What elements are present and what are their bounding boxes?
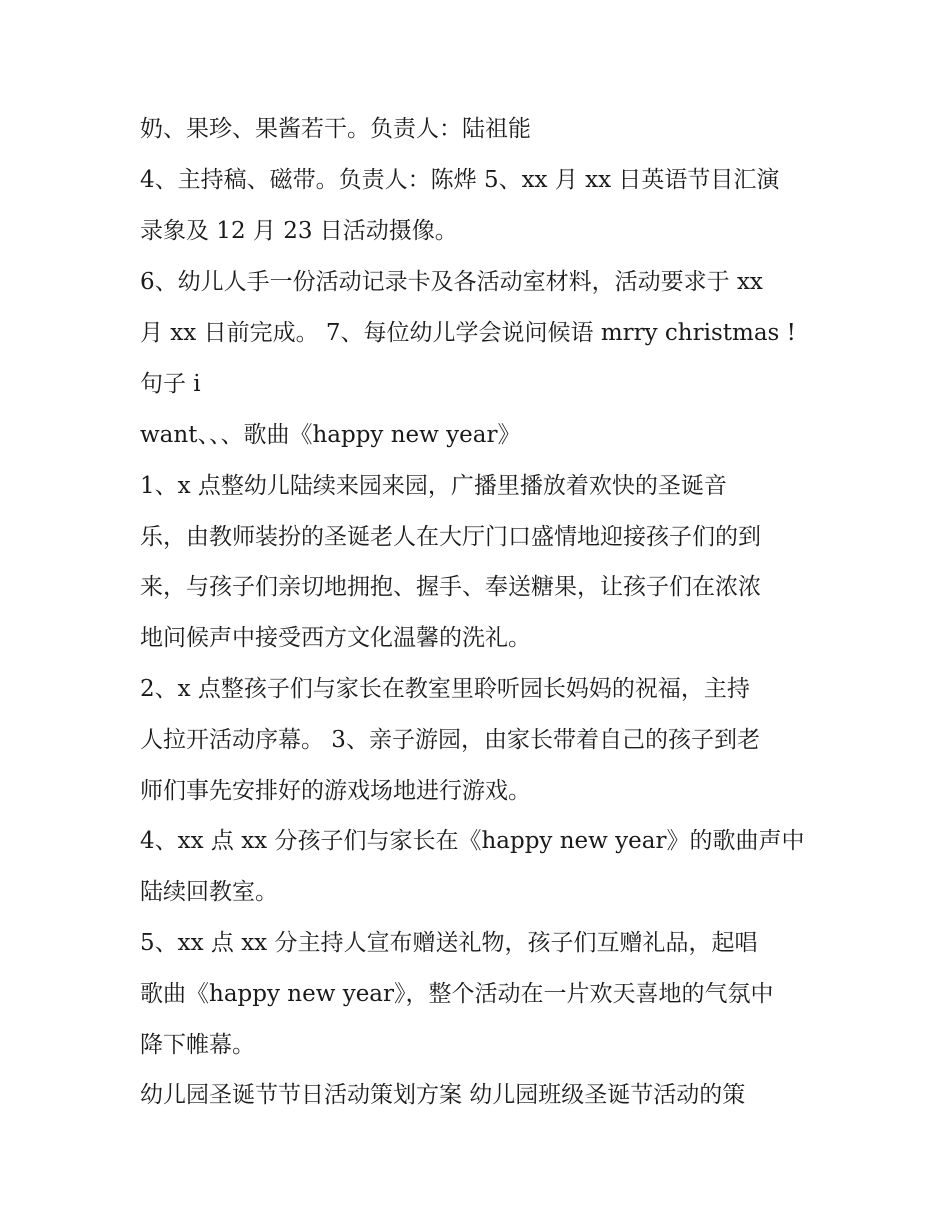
text-line-5: 月 xx 日前完成。 7、每位幼儿学会说问候语 mrry christmas ! [140, 320, 796, 346]
text-line-16: 陆续回教室。 [140, 879, 278, 905]
text-line-10: 来，与孩子们亲切地拥抱、握手、奉送糖果，让孩子们在浓浓 [140, 574, 761, 600]
text-line-15: 4、xx 点 xx 分孩子们与家长在《happy new year》的歌曲声中 [140, 828, 805, 854]
text-line-3: 录象及 12 月 23 日活动摄像。 [140, 218, 458, 244]
text-line-6: 句子 i [140, 371, 201, 397]
text-line-14: 师们事先安排好的游戏场地进行游戏。 [140, 778, 531, 804]
text-line-9: 乐，由教师装扮的圣诞老人在大厅门口盛情地迎接孩子们的到 [140, 524, 761, 550]
text-line-13: 人拉开活动序幕。 3、亲子游园，由家长带着自己的孩子到老 [140, 727, 760, 753]
text-line-4: 6、幼儿人手一份活动记录卡及各活动室材料，活动要求于 xx [140, 269, 763, 295]
text-line-2: 4、主持稿、磁带。负责人：陈烨 5、xx 月 xx 日英语节目汇演 [140, 167, 780, 193]
text-line-19: 降下帷幕。 [140, 1032, 255, 1058]
text-line-20: 幼儿园圣诞节节日活动策划方案 幼儿园班级圣诞节活动的策 [140, 1082, 746, 1108]
text-line-7: want、、、歌曲《happy new year》 [140, 422, 521, 448]
text-line-1: 奶、果珍、果酱若干。负责人：陆祖能 [140, 116, 531, 142]
text-line-17: 5、xx 点 xx 分主持人宣布赠送礼物，孩子们互赠礼品，起唱 [140, 930, 758, 956]
text-line-12: 2、x 点整孩子们与家长在教室里聆听园长妈妈的祝福，主持 [140, 676, 750, 702]
text-line-8: 1、x 点整幼儿陆续来园来园，广播里播放着欢快的圣诞音 [140, 473, 727, 499]
text-line-18: 歌曲《happy new year》，整个活动在一片欢天喜地的气氛中 [140, 981, 774, 1007]
text-line-11: 地问候声中接受西方文化温馨的洗礼。 [140, 625, 531, 651]
